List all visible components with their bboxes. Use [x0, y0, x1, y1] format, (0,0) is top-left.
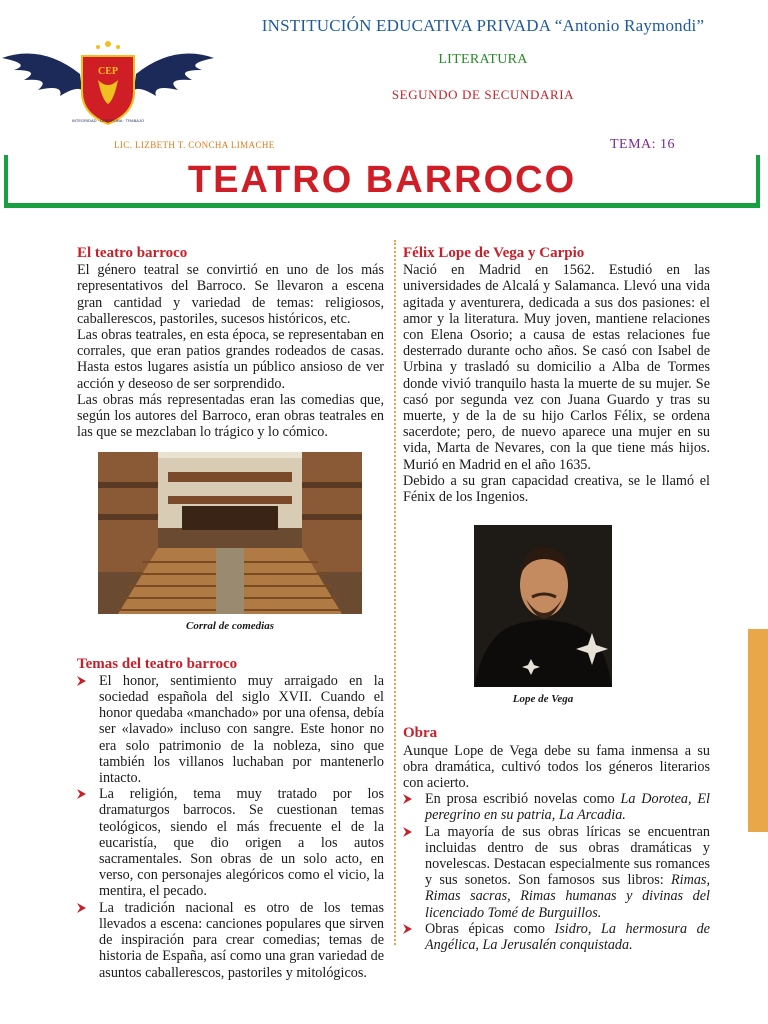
bullet-icon [77, 789, 86, 799]
subject-label: LITERATURA [438, 52, 528, 67]
work-titles: Isidro, La hermosura de Angélica, La Jerusalén conquistada. [425, 920, 710, 954]
bullet-icon [403, 827, 412, 837]
logo-text: CEP [98, 66, 118, 77]
grade-label: SEGUNDO DE SECUNDARIA [391, 87, 575, 102]
section-heading-lope: Félix Lope de Vega y Carpio [403, 245, 585, 261]
list-item-text: La mayoría de sus obras líricas se encuentran incluidas dentro de sus obras dramáticas y novelescas. Destacan especialmente sus romances y sus sonetos. Son famosos sus libros: [425, 823, 710, 889]
list-item [403, 921, 710, 953]
list-item [77, 900, 384, 981]
paragraph: El género teatral se convirtió en uno de los más representativos del Barroco. Se llevaron a escena gran cantidad y variedad de temas: religiosos, caballerescos, pastoriles, sucesos históricos, etc. [77, 262, 384, 327]
bullet-icon [77, 676, 86, 686]
section-heading-teatro: El teatro barroco [77, 245, 188, 261]
list-item [77, 786, 384, 899]
column-divider [394, 240, 396, 945]
work-titles: Rimas, Rimas sacras, Rimas humanas y divinas del licenciado Tomé de Burguillos. [425, 872, 710, 921]
list-item-text: En prosa escribió novelas como [425, 791, 621, 808]
lope-caption: Lope de Vega [512, 693, 574, 706]
list-item [403, 824, 710, 921]
section-heading-obra: Obra [403, 725, 438, 742]
paragraph: Las obras teatrales, en esta época, se representaban en corrales, que eran patios grandes rodeados de casas. Hasta estos lugares asistía un público ansioso de ver acción y deseoso de ser sorprendido. [77, 327, 384, 392]
list-item-text: La religión, tema muy tratado por los dramaturgos barrocos. Se cuestionan temas teológicos, siendo el más frecuente el de la eucaristía, que dio origen a los autos sacramentales. Son obras de un solo acto, en verso, con personajes alegóricos como el vicio, la mentira, el pecado. [99, 786, 384, 900]
lope-portrait [474, 525, 612, 687]
paragraph: Nació en Madrid en 1562. Estudió en las universidades de Alcalá y Salamanca. Llevó una vida agitada y aventurera, dedicada a sus dos pasiones: el amor y la literatura. Muy joven, mantiene relaciones con Elena Osorio; a causa de estas relaciones fue desterrado durante ocho años. Se casó con Isabel de Urbina y trasladó su domicilio a Alba de Tormes donde vivió tranquilo hasta la muerte de su mujer. Se casó por segunda vez con Juana Guardo y tras su muerte, y de la de su hijo Carlos Félix, se ordena sacerdote; pero, de nuevo aparece una mujer en su vida, Marta de Nevares, con la que tiene más hijos. Murió en Madrid en el año 1635. [403, 262, 710, 473]
school-logo [2, 34, 214, 126]
tema-number: TEMA: 16 [610, 137, 676, 152]
bullet-icon [403, 924, 412, 934]
list-item [403, 791, 710, 823]
work-titles: La Dorotea, El peregrino en su patria, La Arcadia. [425, 791, 711, 824]
temas-list [77, 673, 384, 981]
paragraph: Aunque Lope de Vega debe su fama inmensa a su obra dramática, cultivó todos los géneros literarios con acierto. [403, 742, 710, 792]
left-column [77, 245, 384, 981]
list-item-text: El honor, sentimiento muy arraigado en la sociedad española del siglo XVII. Cuando el honor quedaba «manchado» por una ofensa, debía ser «lavado» incluso con sangre. Este honor no era solo patrimonio de la nobleza, sino que también los villanos luchaban por mantenerlo intacto. [99, 672, 384, 787]
institution-name: INSTITUCIÓN EDUCATIVA PRIVADA “Antonio Raymondi” [261, 16, 705, 35]
teacher-name: LIC. LIZBETH T. CONCHA LIMACHE [114, 140, 275, 150]
list-item-text: Obras épicas como [425, 920, 555, 937]
bullet-icon [77, 903, 86, 913]
list-item-text: La tradición nacional es otro de los temas llevados a escena: canciones populares que sirven de inspiración para crear comedias; temas de historia de España, así como una gran variedad de asuntos caballerescos, pastoriles y mitológicos. [99, 899, 384, 981]
right-column [403, 245, 710, 953]
obra-list [403, 791, 710, 953]
paragraph: Debido a su gran capacidad creativa, se le llamó el Fénix de los Ingenios. [403, 472, 710, 506]
paragraph: Las obras más representadas eran las comedias que, según los autores del Barroco, eran obras teatrales en las que se mezclaban lo trágico y lo cómico. [77, 391, 384, 441]
corral-caption: Corral de comedias [186, 620, 274, 633]
side-tab [748, 629, 768, 832]
list-item [77, 673, 384, 786]
bullet-icon [403, 794, 412, 804]
logo-motto: INTEGRIDAD · DISCIPLINA · TRABAJO [71, 118, 145, 123]
page-title: TEATRO BARROCO [187, 159, 577, 201]
title-banner [4, 155, 760, 208]
section-heading-temas: Temas del teatro barroco [77, 655, 238, 672]
corral-photo [98, 452, 362, 614]
